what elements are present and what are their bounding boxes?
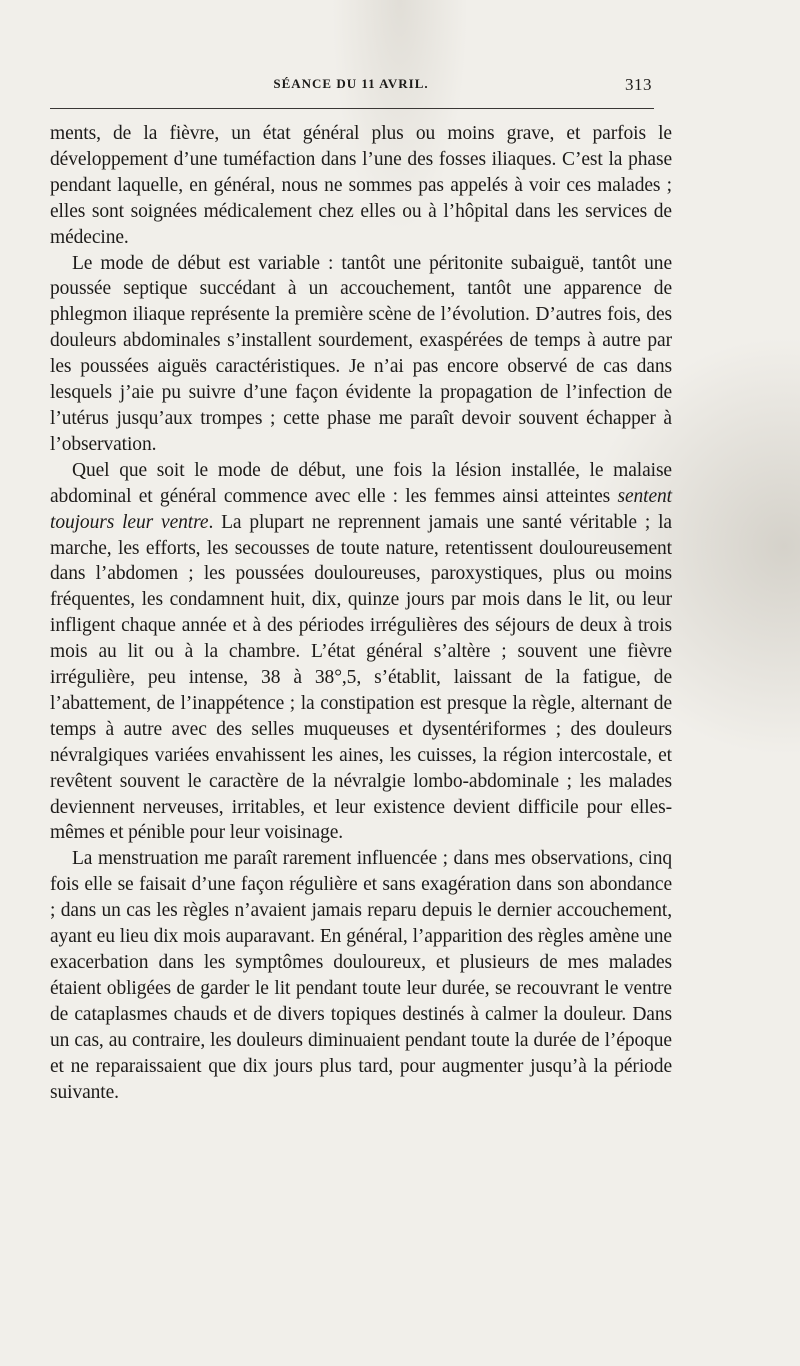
running-head (50, 76, 652, 98)
body-text (50, 121, 672, 1105)
paragraph-3 (50, 458, 672, 847)
paragraph-3-after: . La plupart ne reprennent jamais une santé véritable ; la marche, les efforts, les secousses de toute nature, retentissent douloureusement dans l’abdomen ; les poussées douloureuses, paroxystiques, plus ou moins fréquentes, les condamnent huit, dix, quinze jours par mois dans le lit, ou leur infligent chaque année et à des périodes irrégulières des séjours de deux à trois mois au lit ou à la chambre. L’état général s’altère ; souvent une fièvre irrégulière, peu intense, 38 à 38°,5, s’établit, laissant de la fatigue, de l’abattement, de l’inappétence ; la constipation est presque la règle, alternant de temps à autre avec des selles muqueuses et dysentériformes ; des douleurs névralgiques variées envahissent les aines, les cuisses, la région intercostale, et revêtent souvent le caractère de la névralgie lombo-abdominale ; les malades deviennent nerveuses, irritables, et leur existence devient difficile pour elles-mêmes et pénible pour leur voisinage. (50, 511, 672, 844)
header-rule (50, 108, 654, 109)
paragraph-1: ments, de la fièvre, un état général plus ou moins grave, et parfois le développement d’une tuméfaction dans l’une des fosses iliaques. C’est la phase pendant laquelle, en général, nous ne sommes pas appelés à voir ces malades ; elles sont soignées médicalement chez elles ou à l’hôpital dans les services de médecine. (50, 123, 672, 248)
paragraph-2: Le mode de début est variable : tantôt une péritonite subaiguë, tantôt une poussée septique succédant à un accouchement, tantôt une apparence de phlegmon iliaque représente la première scène de l’évolution. D’autres fois, des douleurs abdominales s’installent sourdement, exaspérées de temps à autre par les poussées aiguës caractéristiques. Je n’ai pas encore observé de cas dans lesquels j’aie pu suivre d’une façon évidente la propagation de l’infection de l’utérus jusqu’aux trompes ; cette phase me paraît devoir souvent échapper à l’observation. (50, 252, 672, 455)
paragraph-3-emphasis: sentent toujours leur ventre (50, 485, 672, 533)
paragraph-3-before: Quel que soit le mode de début, une fois la lésion installée, le malaise abdominal et général commence avec elle : les femmes ainsi atteintes (50, 459, 672, 507)
running-title: SÉANCE DU 11 AVRIL. (273, 76, 429, 91)
page-number: 313 (625, 75, 652, 94)
paragraph-4: La menstruation me paraît rarement influencée ; dans mes observations, cinq fois elle se faisait d’une façon régulière et sans exagération dans son abondance ; dans un cas les règles n’avaient jamais reparu depuis le dernier accouchement, ayant eu lieu dix mois auparavant. En général, l’apparition des règles amène une exacerbation dans les symptômes douloureux, et plusieurs de mes malades étaient obligées de garder le lit pendant toute leur durée, se recouvrant le ventre de cataplasmes chauds et de divers topiques destinés à calmer la douleur. Dans un cas, au contraire, les douleurs diminuaient pendant toute la durée de l’époque et ne reparaissaient que dix jours plus tard, pour augmenter jusqu’à la période suivante. (50, 848, 672, 1103)
